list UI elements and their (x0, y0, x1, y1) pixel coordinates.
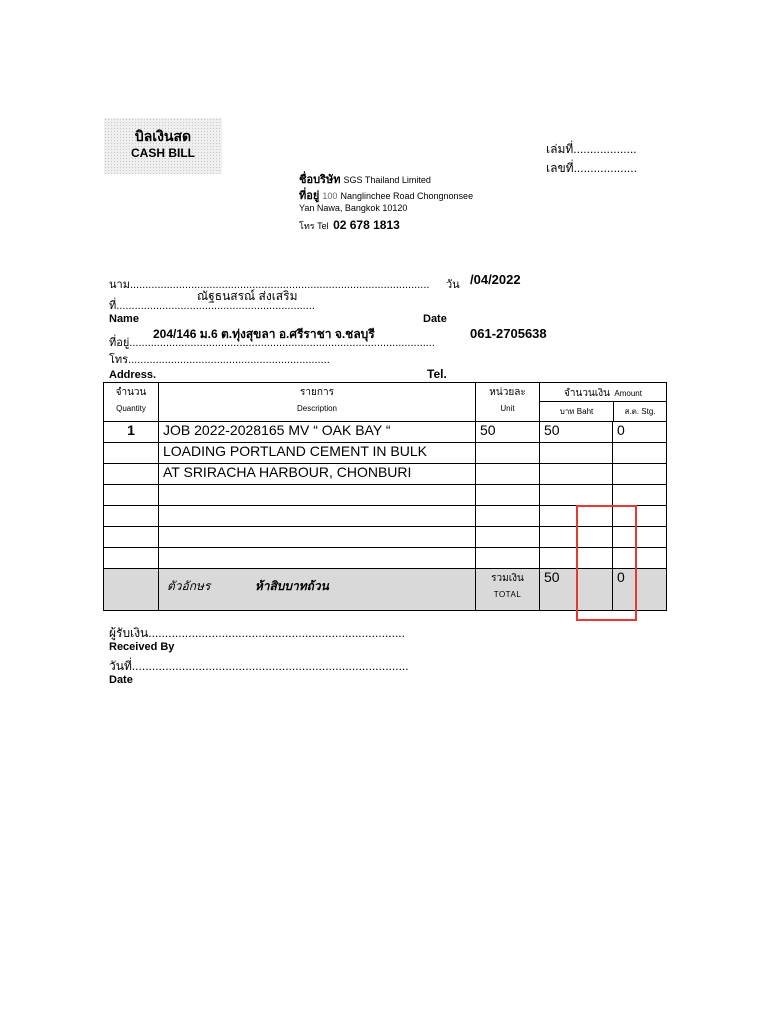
company-phone: 02 678 1813 (333, 218, 400, 232)
header-amount-english: Amount (614, 389, 642, 398)
company-name: SGS Thailand Limited (343, 175, 431, 185)
row-quantity (104, 464, 159, 485)
date-label-thai: วัน (446, 279, 460, 291)
customer-address-value: 204/146 ม.6 ต.ทุ่งสุขลา อ.ศรีราชา จ.ชลบุรี (153, 327, 375, 341)
letters-label: ตัวอักษร (167, 579, 211, 593)
header-description (159, 383, 476, 422)
book-number: เล่มที่................... (546, 142, 637, 156)
phone-field-line: โทร.................................................................. (109, 354, 330, 366)
company-address-line2: Yan Nawa, Bangkok 10120 (299, 203, 408, 213)
name-field-line: นาม.................................................................................................. (109, 279, 430, 291)
date-label-english: Date (423, 313, 447, 325)
at-field-line: ที่................................................................. (109, 300, 315, 312)
name-label-english: Name (109, 313, 139, 325)
header-description-english: Description (296, 404, 337, 413)
receipt-date-label: Date (109, 674, 133, 686)
table-row (104, 443, 667, 464)
header-amount (540, 383, 667, 422)
tel-label-english: Tel. (427, 367, 447, 381)
letters-value: ห้าสิบบาทถ้วน (254, 579, 329, 593)
row-stg (613, 443, 667, 464)
row-unit (476, 506, 540, 527)
address-field-line: ที่อยู่.................................................................................................... (109, 337, 435, 349)
header-quantity (104, 383, 159, 422)
bill-title-box (104, 118, 222, 174)
table-header-row (104, 383, 667, 422)
row-quantity (104, 548, 159, 569)
header-stg: ส.ต. Stg. (624, 407, 656, 416)
phone-label: โทร Tel (299, 221, 329, 231)
total-label-thai: รวมเงิน (491, 573, 524, 584)
row-quantity: 1 (104, 422, 159, 443)
header-amount-subcolumns (540, 402, 666, 421)
row-quantity (104, 506, 159, 527)
table-row (104, 464, 667, 485)
row-description (159, 506, 476, 527)
company-address-line (299, 186, 473, 204)
row-quantity (104, 485, 159, 506)
received-by-label: Received By (109, 641, 175, 653)
total-empty-cell (104, 569, 159, 611)
address-label-english: Address. (109, 369, 157, 381)
row-stg (613, 464, 667, 485)
total-baht: 50 (540, 569, 613, 611)
row-baht (540, 485, 613, 506)
total-label-english: TOTAL (493, 590, 522, 599)
row-description (159, 485, 476, 506)
receipt-date-field-line: วันที่................................................................................... (109, 659, 409, 673)
table-row (104, 485, 667, 506)
total-in-letters (159, 569, 476, 611)
row-description: JOB 2022-2028165 MV “ OAK BAY “ (159, 422, 476, 443)
row-baht (540, 443, 613, 464)
row-stg: 0 (613, 422, 667, 443)
row-unit (476, 527, 540, 548)
bill-number: เลขที่................... (546, 161, 637, 175)
company-phone-line (299, 216, 400, 234)
row-unit (476, 485, 540, 506)
row-unit: 50 (476, 422, 540, 443)
header-amount-title (540, 383, 666, 402)
header-baht: บาท Baht (540, 402, 614, 421)
bill-title-english: CASH BILL (131, 146, 195, 160)
address-number: 100 (322, 191, 338, 201)
header-unit-english: Unit (500, 404, 515, 413)
receiver-field-line: ผู้รับเงิน............................................................................. (109, 626, 405, 640)
header-quantity-english: Quantity (116, 404, 146, 413)
header-unit (476, 383, 540, 422)
highlight-box (576, 505, 637, 621)
header-unit-thai: หน่วยละ (489, 387, 526, 398)
row-description (159, 527, 476, 548)
header-description-thai: รายการ (300, 387, 334, 398)
bill-title-thai: บิลเงินสด (134, 128, 192, 144)
table-row (104, 422, 667, 443)
header-amount-thai: จำนวนเงิน (564, 388, 610, 399)
row-unit (476, 548, 540, 569)
address-label: ที่อยู่ (299, 190, 320, 202)
row-description: AT SRIRACHA HARBOUR, CHONBURI (159, 464, 476, 485)
row-unit (476, 443, 540, 464)
company-label: ชื่อบริษัท (299, 174, 341, 186)
row-unit (476, 464, 540, 485)
row-description (159, 548, 476, 569)
row-quantity (104, 443, 159, 464)
row-description: LOADING PORTLAND CEMENT IN BULK (159, 443, 476, 464)
customer-name-value: ณัฐธนสรณ์ ส่งเสริม (197, 289, 298, 303)
row-baht (540, 464, 613, 485)
address-street: Nanglinchee Road Chongnonsee (340, 191, 474, 201)
header-quantity-thai: จำนวน (115, 387, 147, 398)
date-value: /04/2022 (470, 272, 521, 287)
total-label (476, 569, 540, 611)
row-baht: 50 (540, 422, 613, 443)
row-quantity (104, 527, 159, 548)
row-stg (613, 485, 667, 506)
total-stg: 0 (613, 569, 667, 611)
customer-tel-value: 061-2705638 (470, 326, 547, 341)
